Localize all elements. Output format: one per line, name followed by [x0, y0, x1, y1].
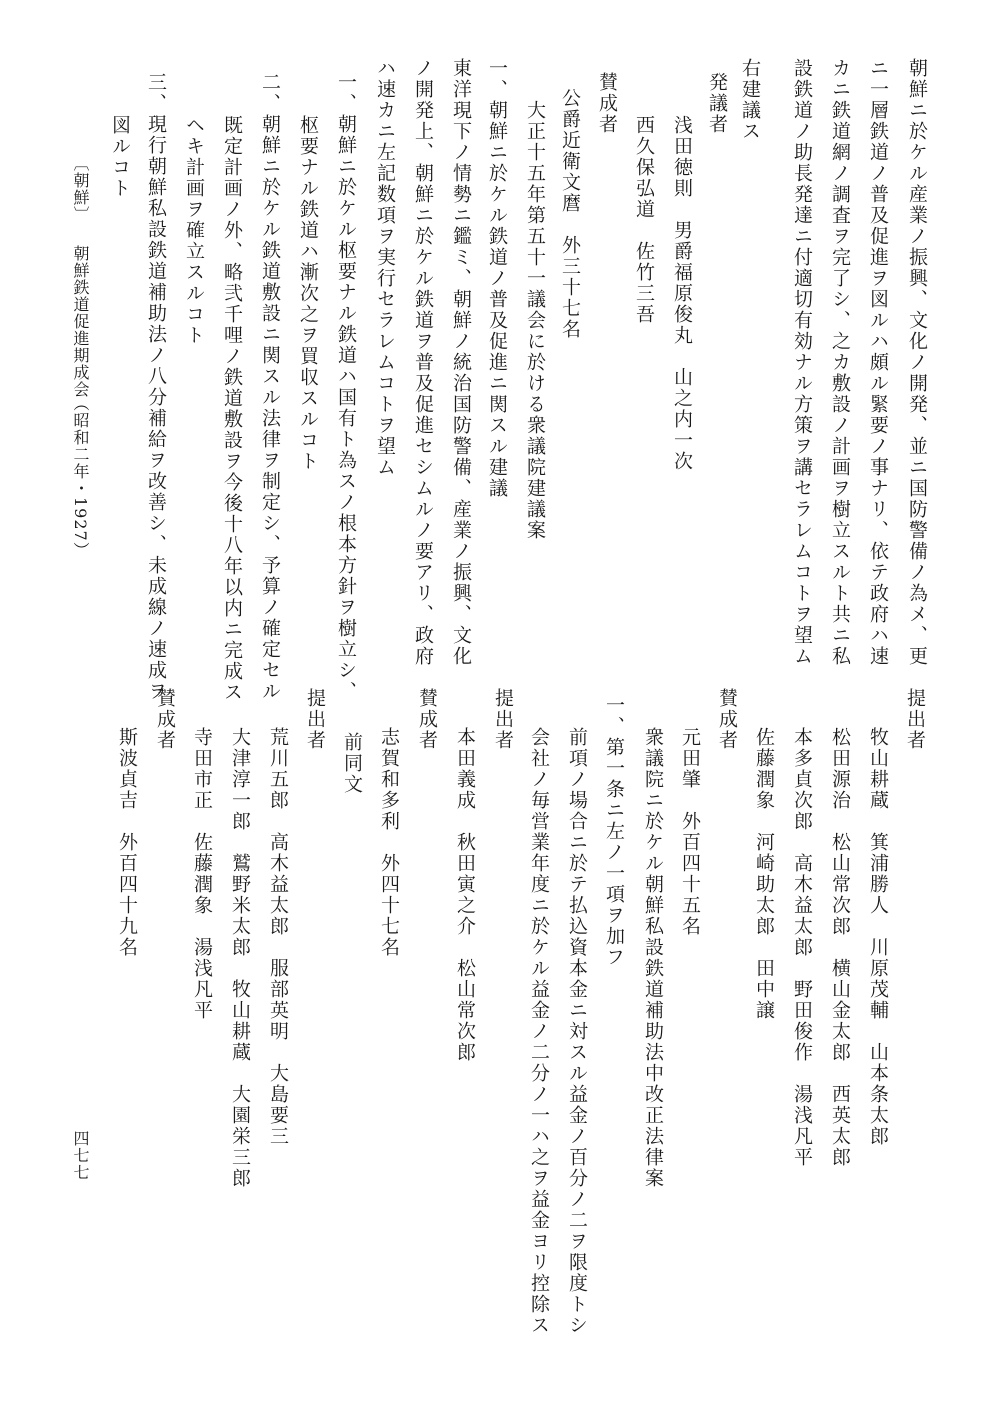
upper-text-column: ハ速カニ左記数項ヲ実行セラレムコトヲ望ム: [374, 58, 396, 478]
lower-signatories: 牧山耕蔵 箕浦勝人 川原茂輔 山本条太郎: [867, 727, 889, 1147]
lower-text-column: 前項ノ場合ニ於テ払込資本金ニ対スル益金ノ百分ノ二ヲ限度トシ: [566, 727, 588, 1336]
upper-text-column: ノ開発上、朝鮮ニ於ケル鉄道ヲ普及促進セシムルノ要アリ、政府: [412, 58, 434, 667]
footer-section: 〔朝鮮〕: [71, 155, 90, 223]
lower-signatories: 斯波貞吉 外百四十九名: [116, 727, 138, 958]
lower-signatories: 佐藤潤象 河崎助太郎 田中譲: [753, 727, 775, 1021]
upper-list-item: 枢要ナル鉄道ハ漸次之ヲ買収スルコト: [297, 115, 319, 472]
upper-text-column: 東洋現下ノ情勢ニ鑑ミ、朝鮮ノ統治国防警備、産業ノ振興、文化: [450, 58, 472, 667]
lower-signatories: 松田源治 松山常次郎 横山金太郎 西英太郎: [829, 727, 851, 1168]
lower-signatories: 荒川五郎 高木益太郎 服部英明 大島要三: [267, 727, 289, 1147]
lower-text-column: 会社ノ毎営業年度ニ於ケル益金ノ二分ノ一ハ之ヲ益金ヨリ控除ス: [528, 727, 550, 1336]
upper-signatories: 公爵近衛文麿 外三十七名: [559, 88, 581, 340]
upper-list-item: 既定計画ノ外、略弐千哩ノ鉄道敷設ヲ今後十八年以内ニ完成ス: [221, 115, 243, 703]
upper-text-column: ニ一層鉄道ノ普及促進ヲ図ルハ頗ル緊要ノ事ナリ、依テ政府ハ速: [867, 58, 889, 667]
upper-list-item: 一、朝鮮ニ於ケル枢要ナル鉄道ハ国有ト為スノ根本方針ヲ樹立シ、: [335, 72, 357, 702]
upper-list-item: ヘキ計画ヲ確立スルコト: [183, 115, 205, 346]
lower-heading: 衆議院ニ於ケル朝鮮私設鉄道補助法中改正法律案: [642, 727, 664, 1189]
upper-signatories: 浅田徳則 男爵福原俊丸 山之内一次: [671, 115, 693, 472]
upper-signatories: 西久保弘道 佐竹三吾: [633, 115, 655, 325]
lower-signatories: 本田義成 秋田寅之介 松山常次郎: [454, 727, 476, 1063]
upper-heading: 一、朝鮮ニ於ケル鉄道ノ普及促進ニ関スル建議: [486, 58, 508, 499]
lower-signatories: 寺田市正 佐藤潤象 湯浅凡平: [191, 727, 213, 1021]
upper-role-label: 発議者: [706, 72, 728, 135]
upper-list-item: 図ルコト: [109, 115, 131, 199]
page-number: 四七七: [71, 1130, 90, 1181]
lower-note: 前同文: [341, 732, 363, 795]
lower-signatories: 元田肇 外百四十五名: [679, 727, 701, 937]
lower-role-label: 賛成者: [716, 688, 738, 751]
upper-heading: 大正十五年第五十一議会に於ける衆議院建議案: [524, 100, 546, 541]
lower-signatories: 志賀和多利 外四十七名: [378, 727, 400, 958]
upper-text-column: 設鉄道ノ助長発達ニ付適切有効ナル方策ヲ講セラレムコトヲ望ム: [791, 58, 813, 667]
upper-text-column: 右建議ス: [739, 58, 761, 142]
footer-date: （昭和二年・1927）: [71, 395, 90, 559]
lower-role-label: 提出者: [304, 688, 326, 751]
footer-publisher: 朝鮮鉄道促進期成会: [71, 245, 90, 398]
lower-role-label: 提出者: [904, 688, 926, 751]
upper-text-column: 朝鮮ニ於ケル産業ノ振興、文化ノ開発、並ニ国防警備ノ為メ、更: [906, 58, 928, 667]
lower-role-label: 賛成者: [416, 688, 438, 751]
lower-role-label: 提出者: [492, 688, 514, 751]
upper-list-item: 二、朝鮮ニ於ケル鉄道敷設ニ関スル法律ヲ制定シ、予算ノ確定セル: [259, 72, 281, 702]
lower-role-label: 賛成者: [154, 688, 176, 751]
upper-text-column: カニ鉄道網ノ調査ヲ完了シ、之カ敷設ノ計画ヲ樹立スルト共ニ私: [829, 58, 851, 667]
upper-role-label: 賛成者: [596, 72, 618, 135]
lower-list-item: 一、第一条ニ左ノ一項ヲ加フ: [603, 695, 625, 968]
lower-signatories: 本多貞次郎 高木益太郎 野田俊作 湯浅凡平: [791, 727, 813, 1168]
lower-signatories: 大津淳一郎 鷲野米太郎 牧山耕蔵 大園栄三郎: [229, 727, 251, 1189]
upper-list-item: 三、現行朝鮮私設鉄道補助法ノ八分補給ヲ改善シ、未成線ノ速成ヲ: [145, 72, 167, 702]
